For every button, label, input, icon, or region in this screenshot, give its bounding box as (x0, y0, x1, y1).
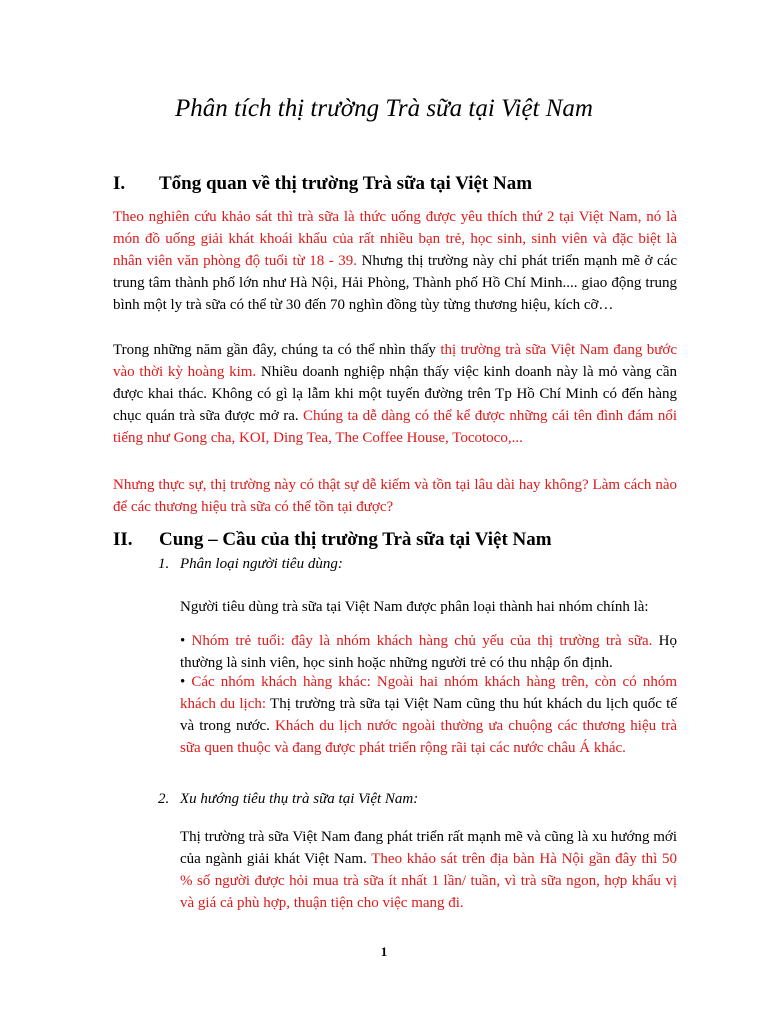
subsection-1-heading (158, 553, 343, 575)
highlight-text: Theo nghiên cứu khảo sát thì trà sữa là thức uống được yêu thích thứ 2 tại Việt Nam, nó là món đồ uống giải khát khoái khẩu của rất nhiều bạn trẻ, học sinh, sinh viên và đặc biệt là nhân viên văn phòng độ tuổi từ 18 - 39. (113, 209, 677, 269)
body-text: Thị trường trà sữa tại Việt Nam cũng thu hút khách du lịch quốc tế và trong nước. (180, 696, 677, 734)
bullet-mark: • (180, 674, 192, 690)
body-text: Trong những năm gần đây, chúng ta có thể nhìn thấy (113, 342, 441, 358)
subsection-2-number: 2. (158, 791, 170, 807)
body-text: Nhiều doanh nghiệp nhận thấy việc kinh doanh này là mỏ vàng cần được khai thác. Không có gì lạ lẫm khi một tuyến đường trên Tp Hồ Chí Minh có đến hàng chục quán trà sữa được mở ra. (113, 364, 677, 424)
document-title: Phân tích thị trường Trà sữa tại Việt Nam (175, 95, 593, 122)
body-text: Nhưng thị trường này chỉ phát triển mạnh mẽ ở các trung tâm thành phố lớn như Hà Nội, Hải Phòng, Thành phố Hồ Chí Minh.... giao động trung bình một ly trà sữa có thể từ 30 đến 70 nghìn đồng tùy từng thương hiệu, kích cỡ… (113, 253, 677, 313)
subsection-2-paragraph (180, 826, 677, 914)
section-2-title: Cung – Cầu của thị trường Trà sữa tại Việt Nam (159, 529, 552, 550)
subsection-1-number: 1. (158, 556, 170, 572)
section-1-paragraph-2 (113, 339, 677, 449)
bullet-young-group (180, 630, 677, 674)
highlight-text: Theo khảo sát trên địa bàn Hà Nội gần đây thì 50 % số người được hỏi mua trà sữa ít nhất 1 lần/ tuần, vì trà sữa ngon, hợp khẩu vị và giá cả phù hợp, thuận tiện cho việc mang đi. (180, 851, 677, 911)
section-1-number: I. (113, 173, 126, 194)
subsection-1-intro: Người tiêu dùng trà sữa tại Việt Nam được phân loại thành hai nhóm chính là: (180, 599, 649, 615)
section-1-heading (113, 172, 532, 196)
highlight-text: thị trường trà sữa Việt Nam đang bước vào thời kỳ hoàng kim. (113, 342, 677, 380)
highlight-text: Nhưng thực sự, thị trường này có thật sự dễ kiếm và tồn tại lâu dài hay không? Làm cách nào để các thương hiệu trà sữa có thể tồn tại được? (113, 477, 677, 515)
highlight-text: Khách du lịch nước ngoài thường ưa chuộng các thương hiệu trà sữa quen thuộc và đang được phát triển rộng rãi tại các nước châu Á khác. (180, 718, 677, 756)
subsection-2-heading (158, 788, 418, 810)
page-number: 1 (380, 944, 388, 959)
highlight-text: Nhóm trẻ tuổi: đây là nhóm khách hàng chủ yếu của thị trường trà sữa. (191, 633, 653, 649)
body-text: Thị trường trà sữa Việt Nam đang phát triển rất mạnh mẽ và cũng là xu hướng mới của ngành giải khát Việt Nam. (180, 829, 677, 867)
section-2-heading (113, 528, 552, 552)
highlight-text: Các nhóm khách hàng khác: Ngoài hai nhóm khách hàng trên, còn có nhóm khách du lịch: (180, 674, 677, 712)
section-1-title: Tổng quan về thị trường Trà sữa tại Việt Nam (159, 173, 533, 194)
section-2-number: II. (113, 529, 133, 550)
bullet-mark: • (180, 633, 192, 649)
body-text: Họ thường là sinh viên, học sinh hoặc những người trẻ có thu nhập ổn định. (180, 633, 677, 671)
highlight-text: Chúng ta dễ dàng có thể kể được những cái tên đình đám nổi tiếng như Gong cha, KOI, Ding Tea, The Coffee House, Tocotoco,... (113, 408, 677, 446)
section-1-paragraph-3 (113, 474, 677, 518)
bullet-other-groups (180, 671, 677, 759)
subsection-1-title: Phân loại người tiêu dùng: (180, 556, 343, 572)
section-1-paragraph-1 (113, 206, 677, 316)
subsection-2-title: Xu hướng tiêu thụ trà sữa tại Việt Nam: (180, 791, 419, 807)
